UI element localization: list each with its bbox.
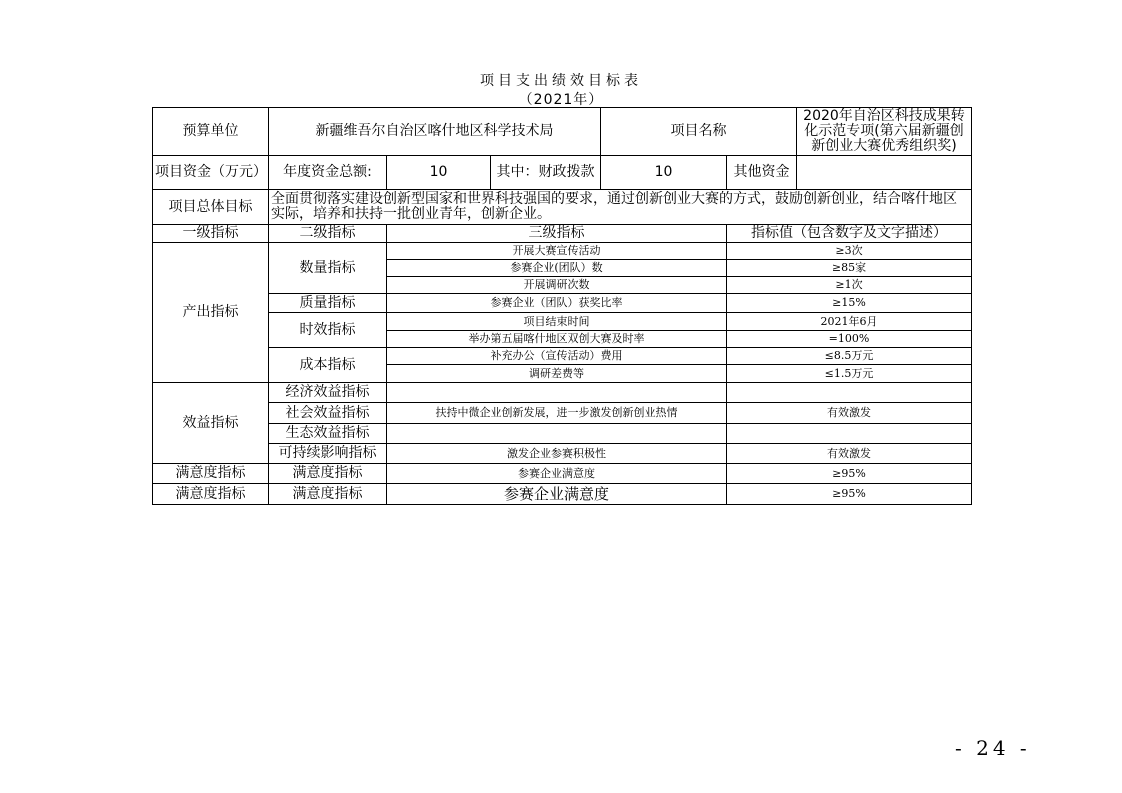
sustainable-impact-label: 可持续影响指标: [269, 444, 387, 464]
table-row: [153, 243, 972, 260]
indicator-name: 补充办公（宣传活动）费用: [387, 348, 727, 365]
column-header-row: [153, 225, 972, 243]
indicator-name: [387, 383, 727, 403]
indicator-name: 调研差费等: [387, 365, 727, 383]
funds-label: 项目资金（万元）: [153, 156, 269, 190]
document-year: （2021年）: [518, 92, 604, 108]
indicator-name: 参赛企业满意度: [387, 464, 727, 484]
satisfaction-level1-label: 满意度指标: [153, 464, 269, 484]
satisfaction-level1-label: 满意度指标: [153, 484, 269, 505]
cost-indicator-label: 成本指标: [269, 348, 387, 383]
indicator-value: 有效激发: [727, 444, 972, 464]
table-row: [153, 424, 972, 444]
indicator-value: [727, 424, 972, 444]
indicator-value: =100%: [727, 331, 972, 348]
indicator-value: ≤1.5万元: [727, 365, 972, 383]
page-number: - 24 -: [955, 736, 1031, 760]
quality-indicator-label: 质量指标: [269, 294, 387, 313]
table-row: [153, 383, 972, 403]
indicator-value: ≥3次: [727, 243, 972, 260]
other-funds-value: [797, 156, 972, 190]
project-name-value: 2020年自治区科技成果转化示范专项(第六届新疆创新创业大赛优秀组织奖): [797, 108, 972, 156]
column-header-value: 指标值（包含数字及文字描述）: [727, 225, 972, 243]
social-benefit-label: 社会效益指标: [269, 403, 387, 424]
column-header-level2: 二级指标: [269, 225, 387, 243]
budget-unit-row: [153, 108, 972, 156]
budget-unit-label: 预算单位: [153, 108, 269, 156]
column-header-level1: 一级指标: [153, 225, 269, 243]
overall-goal-label: 项目总体目标: [153, 190, 269, 225]
fiscal-allocation-label: 其中：财政拨款: [491, 156, 601, 190]
quantity-indicator-label: 数量指标: [269, 243, 387, 294]
table-row: [153, 484, 972, 505]
indicator-value: ≥95%: [727, 484, 972, 505]
indicator-name: 项目结束时间: [387, 313, 727, 331]
benefit-indicator-label: 效益指标: [153, 383, 269, 464]
indicator-name: 开展调研次数: [387, 277, 727, 294]
indicator-value: ≥95%: [727, 464, 972, 484]
table-row: [153, 464, 972, 484]
overall-goal-text: 全面贯彻落实建设创新型国家和世界科技强国的要求，通过创新创业大赛的方式，鼓励创新创业，结合喀什地区实际，培养和扶持一批创业青年，创新企业。: [269, 190, 972, 225]
annual-total-value: 10: [387, 156, 491, 190]
indicator-name: 参赛企业(团队）数: [387, 260, 727, 277]
indicator-value: ≥15%: [727, 294, 972, 313]
table-row: [153, 444, 972, 464]
fiscal-allocation-value: 10: [601, 156, 727, 190]
other-funds-label: 其他资金: [727, 156, 797, 190]
ecological-benefit-label: 生态效益指标: [269, 424, 387, 444]
performance-goal-table: [152, 107, 972, 505]
indicator-value: 有效激发: [727, 403, 972, 424]
indicator-value: ≤8.5万元: [727, 348, 972, 365]
indicator-value: [727, 383, 972, 403]
table-row: [153, 403, 972, 424]
indicator-name: 开展大赛宣传活动: [387, 243, 727, 260]
budget-unit-value: 新疆维吾尔自治区喀什地区科学技术局: [269, 108, 601, 156]
column-header-level3: 三级指标: [387, 225, 727, 243]
table-row: [153, 313, 972, 331]
funds-row: [153, 156, 972, 190]
project-name-label: 项目名称: [601, 108, 797, 156]
indicator-name: 激发企业参赛积极性: [387, 444, 727, 464]
indicator-name: 扶持中微企业创新发展，进一步激发创新创业热情: [387, 403, 727, 424]
table-row: [153, 294, 972, 313]
indicator-name: 参赛企业（团队）获奖比率: [387, 294, 727, 313]
indicator-name: 举办第五届喀什地区双创大赛及时率: [387, 331, 727, 348]
economic-benefit-label: 经济效益指标: [269, 383, 387, 403]
indicator-value: ≥85家: [727, 260, 972, 277]
satisfaction-level2-label: 满意度指标: [269, 464, 387, 484]
table-row: [153, 348, 972, 365]
satisfaction-level2-label: 满意度指标: [269, 484, 387, 505]
indicator-value: 2021年6月: [727, 313, 972, 331]
output-indicator-label: 产出指标: [153, 243, 269, 383]
document-title: 项目支出绩效目标表: [480, 73, 642, 89]
indicator-name: [387, 424, 727, 444]
indicator-name: 参赛企业满意度: [387, 484, 727, 505]
indicator-value: ≥1次: [727, 277, 972, 294]
timeliness-indicator-label: 时效指标: [269, 313, 387, 348]
overall-goal-row: [153, 190, 972, 225]
annual-total-label: 年度资金总额:: [269, 156, 387, 190]
